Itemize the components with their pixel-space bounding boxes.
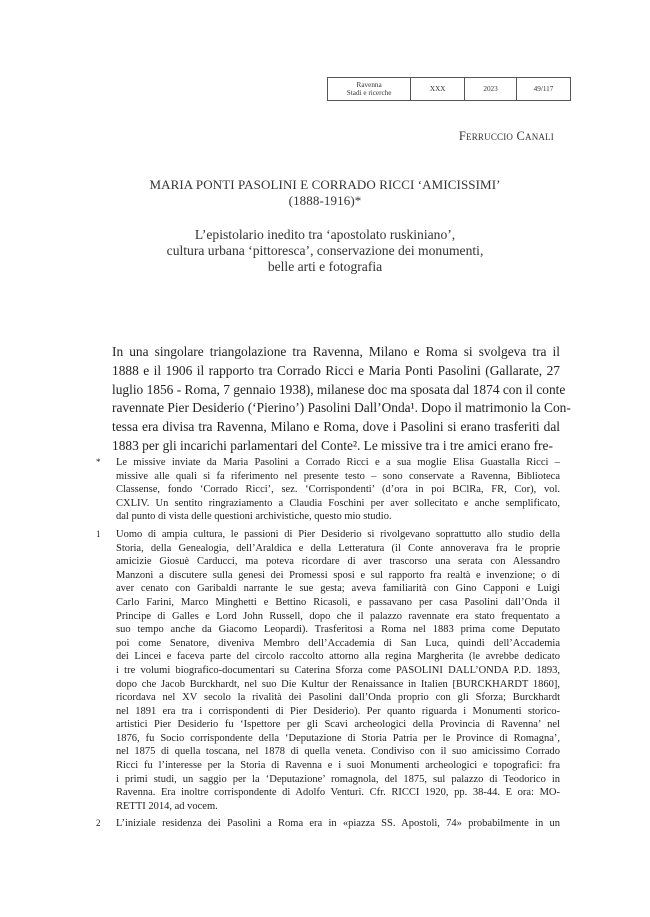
footnote-line: artistici Pier Desiderio fu ‘Ispettore per gli Scavi archeologici della Provincia di Ravenna’ nel bbox=[116, 719, 560, 731]
year-cell: 2023 bbox=[465, 78, 517, 101]
article-subtitle bbox=[60, 227, 590, 276]
footnote-line: Ricci fu l’interesse per la Storia di Ravenna e i suoi Monumenti archeologici e topografici: fra bbox=[116, 760, 560, 772]
footnote-line: Principe di Galles e Lord John Russell, dopo che il palazzo ravennate era stato frequentato a bbox=[116, 610, 560, 622]
footnote-line: i tre volumi biografico-documentari su Caterina Sforza come PASOLINI DALL’ONDA P.D. 1893, bbox=[116, 664, 560, 676]
footnote-marker: 1 bbox=[96, 528, 101, 539]
footnote-line: Uomo di ampia cultura, le passioni di Pier Desiderio si rivolgevano soprattutto allo studio della bbox=[116, 528, 560, 540]
footnote-line: RETTI 2014, ad vocem. bbox=[116, 800, 218, 812]
pages-cell: 49/117 bbox=[516, 78, 570, 101]
subtitle-line: cultura urbana ‘pittoresca’, conservazione dei monumenti, bbox=[166, 243, 484, 259]
footnote-marker: 2 bbox=[96, 818, 101, 829]
subtitle-line: belle arti e fotografia bbox=[267, 259, 383, 275]
footnote-line: i primi studi, un saggio per la ‘Deputazione’ romagnola, del 1875, sul palazzo di Teodorico in bbox=[116, 773, 560, 785]
footnote-line: aver cenato con Garibaldi narrante le sue gesta; aveva familiarità con Gino Capponi e Luigi bbox=[116, 583, 560, 595]
journal-name-line2: Stadi e ricerche bbox=[346, 89, 392, 97]
journal-name-line1: Ravenna bbox=[356, 81, 382, 89]
footnote-line: suo tempo anche da Giacomo Leopardi). Trasferitosi a Roma nel 1883 prima come Deputato bbox=[116, 624, 560, 636]
footnote-2 bbox=[96, 817, 560, 831]
footnote-line: ricordava nel XV secolo la rivalità dei Pasolini dall’Onda proprio con gli Sforza; Burckhardt bbox=[116, 692, 560, 704]
body-line: 1888 e il 1906 il rapporto tra Corrado Ricci e Maria Ponti Pasolini (Gallarate, 27 bbox=[112, 362, 560, 378]
footnotes bbox=[96, 456, 560, 831]
footnote-line: Ravenna. Era inoltre corrispondente di Adolfo Venturi. Cfr. RICCI 1920, pp. 38-44. E ora: MO- bbox=[116, 787, 560, 799]
journal-header-table bbox=[327, 77, 571, 101]
body-line: ravennate Pier Desiderio (‘Pierino’) Pasolini Dall’Onda¹. Dopo il matrimonio la Con- bbox=[112, 400, 571, 416]
footnote-line: missive alle quali si fa riferimento nel presente testo – sono conservate a Ravenna, Biblioteca bbox=[116, 470, 560, 482]
subtitle-line: L’epistolario inedito tra ‘apostolato ruskiniano’, bbox=[194, 227, 456, 242]
footnote-line: Manzoni a discutere sulla genesi dei Promessi sposi e sul rapporto fra realtà e invenzione; o di bbox=[116, 569, 560, 581]
footnote-line: Storia, della Genealogia, dell’Araldica e della Letteratura (il Conte annoverava fra le proprie bbox=[116, 542, 560, 554]
footnote-line: dal punto di vista delle questioni archivistiche, questo mio studio. bbox=[116, 511, 392, 523]
footnote-line: amicizie Giosuè Carducci, ma poteva ricordare di aver trascorso una serata con Alessandro bbox=[116, 556, 560, 568]
footnote-line: dopo che Jacob Burckhardt, nel suo Die Kultur der Renaissance in Italien [BURCKHARDT 1860], bbox=[116, 678, 560, 690]
article-title: MARIA PONTI PASOLINI E CORRADO RICCI ‘AMICISSIMI’ bbox=[149, 177, 501, 192]
footnote-line: 1876, fu Socio corrispondente della ‘Deputazione di Storia Patria per le Province di Romagna’, bbox=[116, 732, 560, 744]
footnote-line: nel 1875 di quella toscana, nel 1878 di quella veneta. Condiviso con il suo amicissimo Corrado bbox=[116, 746, 560, 758]
body-paragraph bbox=[112, 343, 571, 456]
body-line: In una singolare triangolazione tra Ravenna, Milano e Roma si svolgeva tra il bbox=[112, 344, 560, 359]
author-name: Ferruccio Canali bbox=[458, 129, 554, 143]
body-line: tessa era divisa tra Ravenna, Milano e Roma, dove i Pasolini si erano trasferiti dal bbox=[112, 419, 560, 435]
footnote-line: Carlo Farini, Marco Minghetti e Bettino Ricasoli, e passavano per casa Pasolini dall’Onda il bbox=[116, 596, 560, 608]
journal-name-cell bbox=[328, 78, 411, 101]
footnote-line: CXLIV. Un sentito ringraziamento a Claudia Foschini per aver sollecitato e anche semplificato, bbox=[116, 497, 560, 509]
body-line: luglio 1856 - Roma, 7 gennaio 1938), milanese doc ma sposata dal 1874 con il conte bbox=[112, 381, 566, 397]
volume-cell: XXX bbox=[411, 78, 465, 101]
footnote-line: nel 1891 era tra i corrispondenti di Pier Desiderio). Per quanto riguarda i Monumenti storico- bbox=[116, 705, 560, 717]
body-line: 1883 per gli incarichi parlamentari del Conte². Le missive tra i tre amici erano fre- bbox=[112, 437, 553, 453]
article-title-dates: (1888-1916)* bbox=[288, 193, 362, 208]
footnote-line: Le missive inviate da Maria Pasolini a Corrado Ricci e a sua moglie Elisa Guastalla Ricci – bbox=[116, 457, 560, 468]
footnote-1 bbox=[96, 528, 560, 813]
footnote-marker: * bbox=[96, 457, 101, 467]
footnote-line: Classense, fondo ‘Corrado Ricci’, sez. ‘Corrispondenti’ (d’ora in poi BClRa, FR, Cor), vol. bbox=[116, 484, 560, 496]
footnote-star bbox=[96, 456, 560, 524]
footnote-line: dei Lincei e faceva parte del circolo raccolto attorno alla regina Margherita (le avrebbe dedicato bbox=[116, 651, 560, 663]
footnote-line: L’iniziale residenza dei Pasolini a Roma era in «piazza SS. Apostoli, 74» probabilmente in un bbox=[116, 818, 560, 830]
footnote-line: poi come Senatore, diveniva Membro dell’Accademia di San Luca, quindi dell’Accademia bbox=[116, 637, 560, 649]
